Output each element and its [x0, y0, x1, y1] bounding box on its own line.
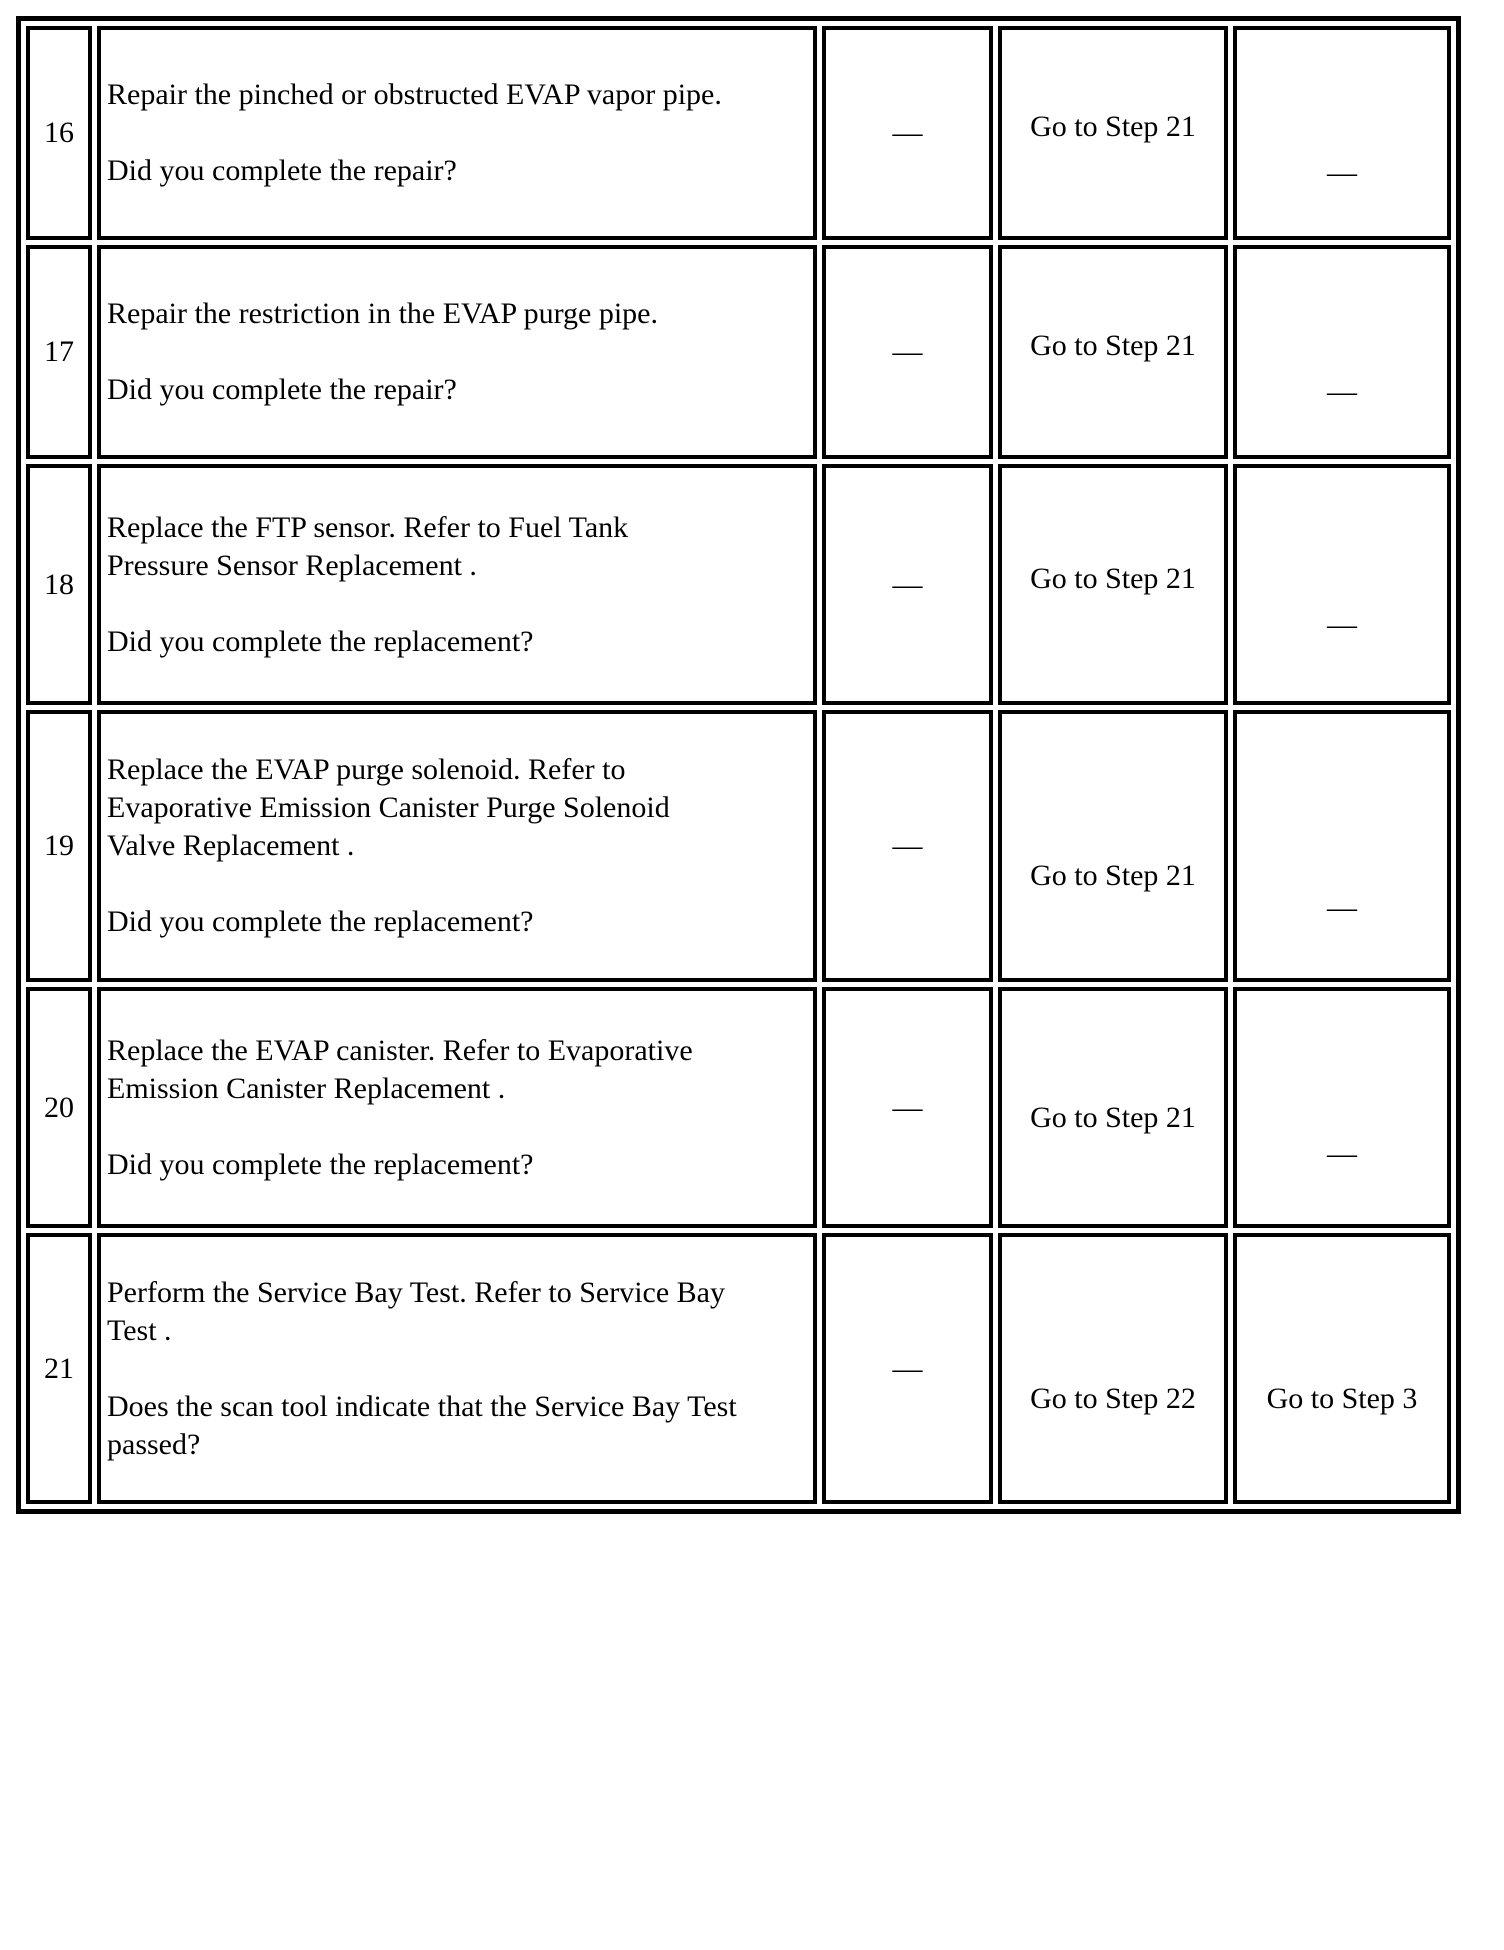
- step-action: [97, 245, 817, 459]
- action-line: Replace the EVAP canister. Refer to Evaporative: [107, 1033, 693, 1067]
- table-row: [26, 245, 1451, 459]
- no-value: —: [1327, 1136, 1357, 1170]
- step-no: [1233, 710, 1451, 982]
- step-number: 18: [26, 464, 92, 705]
- step-number: 21: [26, 1233, 92, 1504]
- action-line: Pressure Sensor Replacement .: [107, 548, 477, 582]
- step-yes: [998, 245, 1228, 459]
- action-line: Emission Canister Replacement .: [107, 1071, 506, 1105]
- step-value: —: [822, 710, 993, 982]
- step-action: [97, 987, 817, 1228]
- step-value: —: [822, 1233, 993, 1504]
- step-value: —: [822, 245, 993, 459]
- step-yes: [998, 710, 1228, 982]
- no-value: —: [1327, 375, 1357, 408]
- action-line: Replace the EVAP purge solenoid. Refer to: [107, 753, 626, 786]
- action-line: Valve Replacement .: [107, 829, 355, 862]
- action-line: Repair the restriction in the EVAP purge pipe.: [107, 297, 659, 330]
- table-row: [26, 987, 1451, 1228]
- no-value: —: [1327, 607, 1357, 641]
- step-value: —: [822, 987, 993, 1228]
- step-no: [1233, 464, 1451, 705]
- step-value: —: [822, 26, 993, 240]
- step-no: [1233, 245, 1451, 459]
- action-line: Replace the FTP sensor. Refer to Fuel Tank: [107, 510, 629, 544]
- step-action: [97, 464, 817, 705]
- step-no: [1233, 987, 1451, 1228]
- no-link[interactable]: Go to Step 3: [1266, 1381, 1418, 1415]
- action-question: Did you complete the repair?: [107, 154, 457, 187]
- step-number: 20: [26, 987, 92, 1228]
- table-row: [26, 26, 1451, 240]
- step-no: [1233, 26, 1451, 240]
- action-question: Did you complete the replacement?: [107, 1147, 534, 1181]
- table-row: [26, 1233, 1451, 1504]
- action-line: Test .: [107, 1313, 172, 1347]
- step-yes: [998, 26, 1228, 240]
- yes-link[interactable]: Go to Step 21: [1030, 1100, 1196, 1134]
- action-question: Did you complete the repair?: [107, 373, 457, 406]
- step-yes: [998, 1233, 1228, 1504]
- diagnostic-steps-page: [16, 16, 1461, 1514]
- table-row: [26, 710, 1451, 982]
- diagnostic-steps-table: [16, 16, 1461, 1514]
- step-no: [1233, 1233, 1451, 1504]
- step-value: —: [822, 464, 993, 705]
- action-line: Repair the pinched or obstructed EVAP vapor pipe.: [107, 78, 722, 111]
- yes-link[interactable]: Go to Step 21: [1030, 561, 1196, 595]
- yes-link[interactable]: Go to Step 21: [1030, 110, 1196, 143]
- yes-link[interactable]: Go to Step 21: [1030, 329, 1196, 362]
- table-row: [26, 464, 1451, 705]
- action-question: Did you complete the replacement?: [107, 905, 534, 938]
- step-action: [97, 710, 817, 982]
- step-number: 17: [26, 245, 92, 459]
- action-question: Does the scan tool indicate that the Service Bay Test passed?: [107, 1389, 737, 1461]
- yes-link[interactable]: Go to Step 22: [1030, 1381, 1196, 1415]
- no-value: —: [1327, 891, 1357, 924]
- action-line: Evaporative Emission Canister Purge Solenoid: [107, 791, 670, 824]
- step-number: 16: [26, 26, 92, 240]
- step-action: [97, 1233, 817, 1504]
- no-value: —: [1327, 156, 1357, 189]
- step-number: 19: [26, 710, 92, 982]
- yes-link[interactable]: Go to Step 21: [1030, 859, 1196, 892]
- step-yes: [998, 464, 1228, 705]
- action-question: Did you complete the replacement?: [107, 624, 534, 658]
- action-line: Perform the Service Bay Test. Refer to Service Bay: [107, 1275, 725, 1309]
- step-action: [97, 26, 817, 240]
- step-yes: [998, 987, 1228, 1228]
